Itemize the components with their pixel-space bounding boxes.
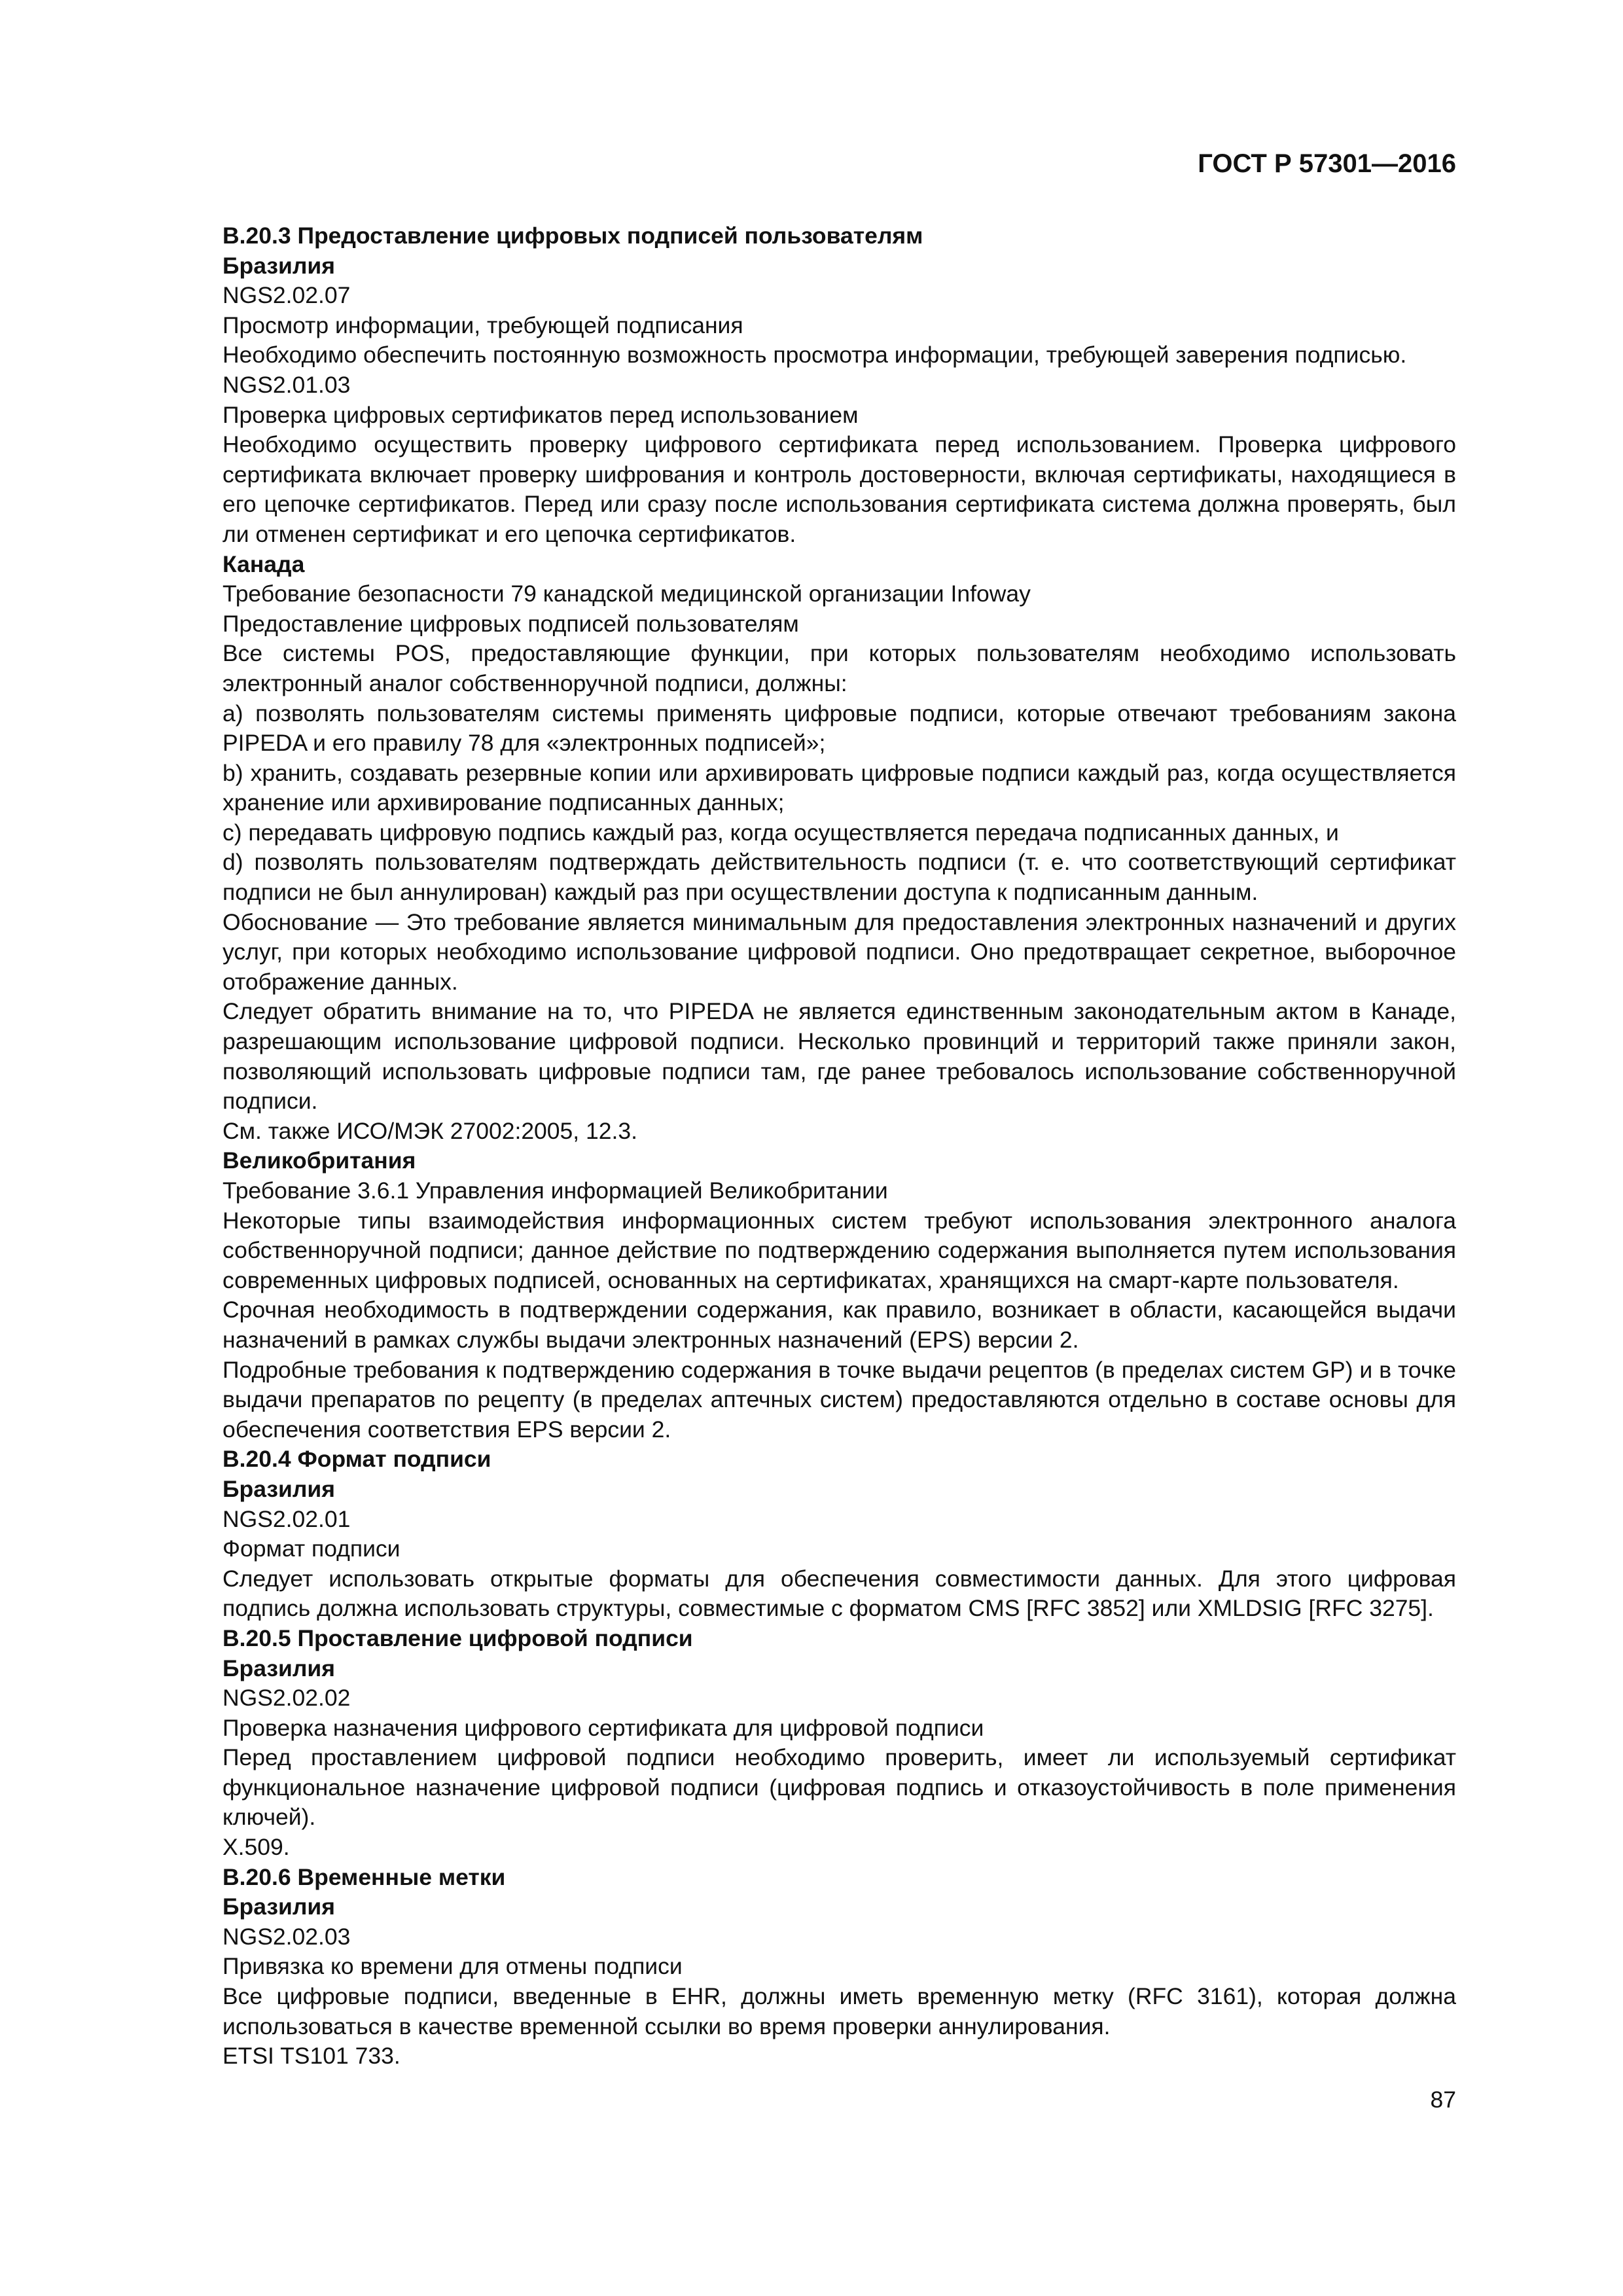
body-paragraph: Обоснование — Это требование является минимальным для предоставления электронных назначений и других услуг, при которых необходимо использование цифровой подписи. Оно предотвращает секретное, выборочное отображение данных. [223,908,1456,995]
section-heading: В.20.3 Предоставление цифровых подписей пользователям [223,223,923,249]
body-paragraph: Все системы POS, предоставляющие функции, при которых пользователям необходимо использовать электронный аналог собственноручной подписи, должны: [223,640,1456,696]
body-paragraph: См. также ИСО/МЭК 27002:2005, 12.3. [223,1117,637,1144]
body-paragraph: Требование безопасности 79 канадской медицинской организации Infoway [223,581,1031,607]
body-paragraph: NGS2.02.01 [223,1505,351,1532]
body-paragraph: Необходимо осуществить проверку цифрового сертификата перед использованием. Проверка цифрового сертификата включает проверку шифрования и контроль достоверности, включая сертификаты, находящиеся в его цепочке сертификатов. Перед или сразу после использования сертификата система должна проверять, был ли отменен сертификат и его цепочка сертификатов. [223,431,1456,547]
body-paragraph: Формат подписи [223,1535,401,1562]
body-paragraph: Все цифровые подписи, введенные в EHR, должны иметь временную метку (RFC 3161), которая должна использоваться в качестве временной ссылки во время проверки аннулирования. [223,1983,1456,2039]
body-paragraph: Срочная необходимость в подтверждении содержания, как правило, возникает в области, касающейся выдачи назначений в рамках службы выдачи электронных назначений (EPS) версии 2. [223,1297,1456,1353]
section-heading: В.20.4 Формат подписи [223,1446,491,1473]
body-paragraph: NGS2.02.07 [223,282,351,309]
body-paragraph: Привязка ко времени для отмены подписи [223,1953,683,1980]
section-heading: В.20.5 Проставление цифровой подписи [223,1624,693,1651]
section-heading: Бразилия [223,1475,335,1502]
body-paragraph: a) позволять пользователям системы применять цифровые подписи, которые отвечают требованиям закона PIPEDA и его правилу 78 для «электронных подписей»; [223,700,1456,757]
section-heading: Бразилия [223,1655,335,1681]
document-standard-title: ГОСТ Р 57301—2016 [1198,149,1456,178]
body-paragraph: X.509. [223,1834,290,1861]
body-paragraph: Проверка назначения цифрового сертификата для цифровой подписи [223,1714,984,1741]
body-paragraph: Необходимо обеспечить постоянную возможность просмотра информации, требующей заверения подписью. [223,342,1407,368]
body-paragraph: c) передавать цифровую подпись каждый раз, когда осуществляется передача подписанных данных, и [223,819,1339,846]
body-paragraph: b) хранить, создавать резервные копии или архивировать цифровые подписи каждый раз, когда осуществляется хранение или архивирование подписанных данных; [223,759,1456,816]
body-paragraph: d) позволять пользователям подтверждать действительность подписи (т. е. что соответствующий сертификат подписи не был аннулирован) каждый раз при осуществлении доступа к подписанным данным. [223,849,1456,906]
section-heading: В.20.6 Временные метки [223,1863,506,1890]
section-heading: Великобритания [223,1147,416,1174]
body-paragraph: Следует обратить внимание на то, что PIPEDA не является единственным законодательным актом в Канаде, разрешающим использование цифровой подписи. Несколько провинций и территорий также приняли закон, позволяющий использовать цифровые подписи там, где ранее требовалось использование собственноручной подписи. [223,998,1456,1115]
body-paragraph: Требование 3.6.1 Управления информацией Великобритании [223,1177,888,1204]
body-paragraph: Предоставление цифровых подписей пользователям [223,610,799,637]
section-heading: Бразилия [223,1893,335,1920]
body-paragraph: NGS2.02.03 [223,1923,351,1950]
document-body [223,221,1456,2072]
body-paragraph: NGS2.01.03 [223,371,351,398]
page-number: 87 [1430,2087,1456,2113]
body-paragraph: Подробные требования к подтверждению содержания в точке выдачи рецептов (в пределах систем GP) и в точке выдачи препаратов по рецепту (в пределах аптечных систем) предоставляются отдельно в составе основы для обеспечения соответствия EPS версии 2. [223,1356,1456,1443]
body-paragraph: Проверка цифровых сертификатов перед использованием [223,401,859,428]
body-paragraph: Следует использовать открытые форматы для обеспечения совместимости данных. Для этого цифровая подпись должна использовать структуры, совместимые с форматом CMS [RFC 3852] или XMLDSIG [RFC 3275]. [223,1565,1456,1622]
section-heading: Бразилия [223,252,335,279]
body-paragraph: ETSI TS101 733. [223,2043,401,2070]
section-heading: Канада [223,550,305,577]
body-paragraph: Некоторые типы взаимодействия информационных систем требуют использования электронного аналога собственноручной подписи; данное действие по подтверждению содержания выполняется путем использования современных цифровых подписей, основанных на сертификатах, хранящихся на смарт-карте пользователя. [223,1207,1456,1293]
body-paragraph: Просмотр информации, требующей подписания [223,312,743,338]
body-paragraph: Перед проставлением цифровой подписи необходимо проверить, имеет ли используемый сертификат функциональное назначение цифровой подписи (цифровая подпись и отказоустойчивость в поле применения ключей). [223,1744,1456,1831]
body-paragraph: NGS2.02.02 [223,1685,351,1712]
